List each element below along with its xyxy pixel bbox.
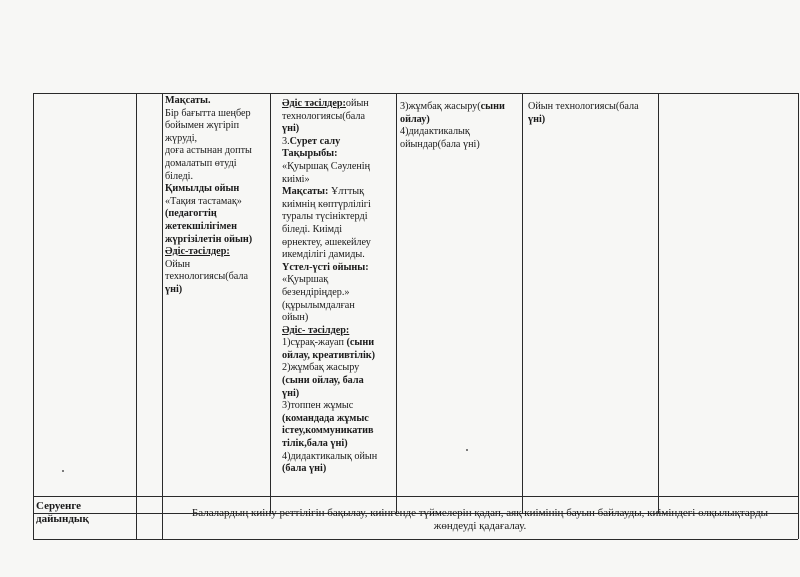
text-line: Балалардың киіну реттілігін бақылау, киінгенде түймелерін қадап, аяқ киімінің бауын байлауды, киіміндегі олқылықтарды [191,507,769,519]
text-line: тілік,бала үні) [282,438,348,450]
tabletop-game-heading: Үстел-үсті ойыны: [282,261,369,273]
text-line: үні) [165,283,183,295]
text-line: безендіріңдер.» [282,286,350,298]
text-line [282,186,377,199]
text-line: «Тақия тастамақ» [165,195,242,207]
text-line [282,337,377,350]
text-line: «Қуыршақ Сәуленің [282,160,371,172]
text-line: Ойын [165,258,191,270]
goal-heading: Мақсаты: [282,186,329,198]
game-heading: Қимылды ойын [165,183,240,195]
text-line: жөндеуді қадағалау. [433,520,527,532]
text-line: киімнің көптүрлілігі [282,198,371,210]
column-divider [396,93,397,513]
text-line: (сыни ойлау, бала [282,375,364,387]
methods-heading: Әдіс-тәсілдер: [165,246,230,258]
column-divider [522,93,523,513]
text-line: (бала үні) [282,463,327,475]
text-line: (командада жұмыс [282,412,369,424]
text-fragment: 3)жұмбақ жасыру( [400,101,481,112]
text-line: 4)дидактикалық [400,126,470,138]
text-line: ойлау, креативтілік) [282,349,376,361]
text-line: үні) [282,387,300,399]
text-line: біледі. Киімді [282,223,343,235]
table-left-border [33,93,34,539]
goal-heading: Мақсаты. [165,95,211,106]
text-line: киімі» [282,173,310,185]
table-right-border [798,93,799,539]
walk-prep-text [164,507,796,533]
text-line [282,136,377,149]
text-fragment: 1)сұрақ-жауап [282,337,347,349]
activity-cell-movement [165,95,252,297]
text-line: жүруді, [165,132,198,144]
methods-heading: Әдіс тәсілдер: [282,98,346,109]
activity-cell-drawing [282,98,377,476]
text-line: ойын) [282,312,309,324]
text-line: (педагогтің [165,208,217,220]
table-bottom-border [33,539,798,540]
text-line: үні) [282,123,300,135]
text-line: бойымен жүгіріп [165,120,240,132]
column-divider [136,93,137,539]
text-fragment: сыни [480,101,505,112]
drawing-heading: Сурет салу [289,135,341,147]
walk-prep-label [36,500,89,526]
text-line: 3)топпен жұмыс [282,400,354,412]
text-line: 2)жұмбақ жасыру [282,362,360,374]
text-fragment: (сыни [346,337,375,349]
label-line: дайындық [36,513,89,525]
column-divider [162,93,163,539]
text-fragment: Ұлттық [328,186,365,198]
text-line: технологиясы(бала [282,110,365,122]
text-line: Бір бағытта шеңбер [165,107,251,119]
text-line: доға астынан допты [165,145,252,157]
column-divider [270,93,271,513]
text-line: істеу,коммуникатив [282,425,374,437]
activity-cell-technology [528,101,639,126]
label-line: Серуенге [36,500,82,512]
text-line: үні) [528,113,546,125]
row-divider [33,496,798,497]
text-line: жүргізілетін ойын) [165,233,253,245]
text-line: домалатып өтуді [165,157,237,169]
methods-heading: Әдіс- тәсілдер: [282,324,350,336]
text-line: өрнектеу, әшекейлеу [282,236,371,248]
text-line: біледі. [165,170,194,182]
text-line: ойындар(бала үні) [400,138,480,150]
text-line: жетекшілігімен [165,220,237,232]
text-line: ойлау) [400,113,430,125]
text-line: туралы түсініктерді [282,211,368,223]
topic-heading: Тақырыбы: [282,148,338,160]
text-line: (құрылымдалған [282,299,355,311]
text-line: «Қуыршақ [282,274,329,286]
text-line: Ойын технологиясы(бала [528,101,639,112]
text-line: икемділігі дамиды. [282,249,365,261]
text-fragment: ойын [345,98,369,109]
text-fragment: 3. [282,135,290,147]
text-line: технологиясы(бала [165,271,248,283]
text-line [400,101,505,114]
scan-speck [466,449,468,451]
text-line [282,98,377,111]
scan-speck [62,470,64,472]
text-line: 4)дидактикалық ойын [282,450,378,462]
table-top-border [33,93,798,94]
activity-cell-riddles [400,101,505,151]
column-divider [658,93,659,513]
